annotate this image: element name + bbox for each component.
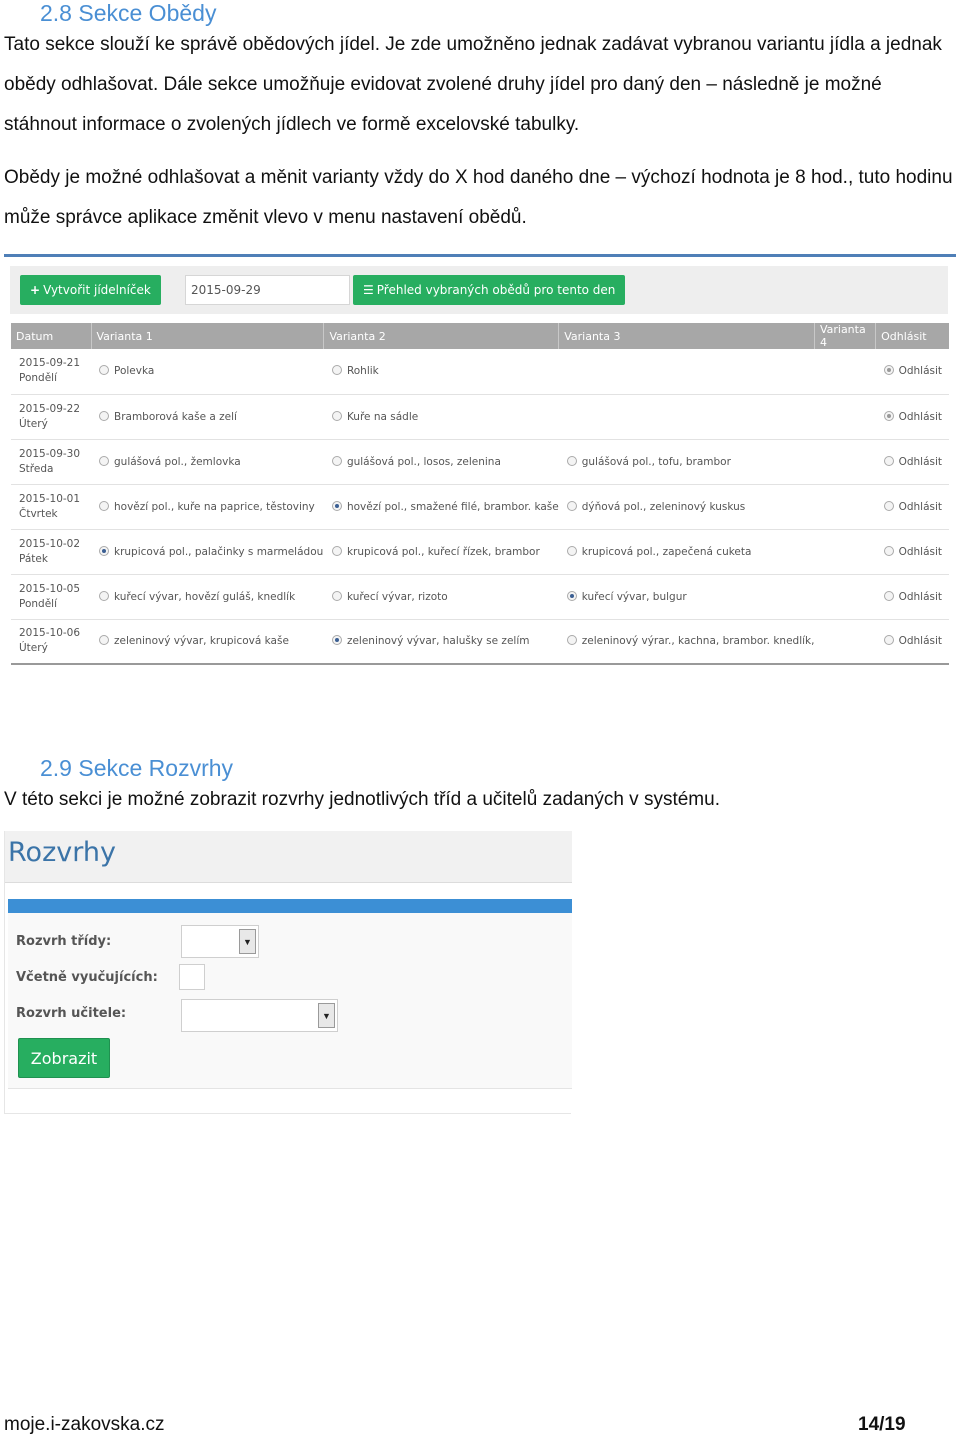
variant-cell <box>814 349 875 394</box>
row-date: 2015-10-02 <box>19 537 81 550</box>
rozvrhy-panel-bar <box>8 899 572 913</box>
table-row <box>11 394 949 439</box>
variant-cell <box>91 619 324 664</box>
chevron-down-icon: ▼ <box>318 1003 335 1028</box>
odhlasit-radio[interactable] <box>884 591 894 601</box>
odhlasit-cell <box>876 574 949 619</box>
variant-label: kuřecí vývar, hovězí guláš, knedlík <box>114 590 296 603</box>
obedy-deadline-note: Obědy je možné odhlašovat a měnit varianty vždy do X hod daného dne – výchozí hodnota je 8 hod., tuto hodinu může správce aplikace změnit vlevo v menu nastavení obědů. <box>4 167 953 228</box>
date-cell <box>11 394 91 439</box>
variant-cell <box>559 484 815 529</box>
variant-radio[interactable] <box>332 456 342 466</box>
trida-select[interactable] <box>181 925 259 958</box>
ucitel-select[interactable] <box>181 999 338 1032</box>
variant-cell <box>559 529 815 574</box>
odhlasit-radio[interactable] <box>884 546 894 556</box>
row-date: 2015-09-22 <box>19 402 81 415</box>
date-cell <box>11 349 91 394</box>
odhlasit-radio[interactable] <box>884 501 894 511</box>
odhlasit-cell <box>876 529 949 574</box>
row-day: Čtvrtek <box>19 507 58 520</box>
variant-radio[interactable] <box>99 411 109 421</box>
variant-cell <box>814 394 875 439</box>
variant-cell <box>814 574 875 619</box>
date-cell <box>11 529 91 574</box>
table-row <box>11 439 949 484</box>
variant-label: zeleninový vývar, krupicová kaše <box>114 635 289 648</box>
table-row <box>11 619 949 664</box>
variant-radio[interactable] <box>567 591 577 601</box>
obedy-description: Tato sekce slouží ke správě obědových jídel. Je zde umožněno jednak zadávat vybranou variantu jídla a jednak obědy odhlašovat. Dále sekce umožňuje evidovat zvolené druhy jídel pro daný den – následně je možné stáhnout informace o zvolených jídlech ve formě excelovské tabulky. <box>4 34 942 135</box>
label-rozvrh-ucitele: Rozvrh učitele: <box>16 1006 127 1021</box>
variant-cell <box>91 574 324 619</box>
variant-label: gulášová pol., tofu, brambor <box>581 455 731 468</box>
row-day: Pondělí <box>19 372 57 385</box>
rozvrhy-screenshot <box>4 831 571 1114</box>
odhlasit-radio[interactable] <box>884 365 894 375</box>
odhlasit-cell <box>876 394 949 439</box>
odhlasit-label: Odhlásit <box>898 545 943 558</box>
variant-radio[interactable] <box>99 365 109 375</box>
col-header-varianta3: Varianta 3 <box>559 323 815 349</box>
odhlasit-radio[interactable] <box>884 456 894 466</box>
variant-cell <box>559 619 815 664</box>
variant-radio[interactable] <box>567 635 577 645</box>
variant-cell <box>814 529 875 574</box>
variant-cell <box>559 349 815 394</box>
row-date: 2015-10-06 <box>19 627 81 640</box>
rozvrhy-header <box>5 831 572 883</box>
odhlasit-label: Odhlásit <box>898 365 943 378</box>
variant-radio[interactable] <box>332 501 342 511</box>
date-input[interactable]: 2015-09-29 <box>185 275 350 305</box>
screenshot-top-rule <box>4 254 956 257</box>
date-cell <box>11 484 91 529</box>
overview-label: Přehled vybraných obědů pro tento den <box>376 283 616 297</box>
row-day: Pátek <box>19 552 48 565</box>
variant-radio[interactable] <box>332 365 342 375</box>
obedy-toolbar <box>10 266 948 314</box>
variant-radio[interactable] <box>567 501 577 511</box>
variant-cell <box>324 529 559 574</box>
label-vcetne-vyucujicich: Včetně vyučujících: <box>16 970 158 985</box>
odhlasit-cell <box>876 619 949 664</box>
variant-cell <box>814 439 875 484</box>
variant-radio[interactable] <box>99 635 109 645</box>
variant-radio[interactable] <box>567 456 577 466</box>
create-menu-button[interactable] <box>20 275 161 305</box>
row-day: Středa <box>19 462 54 475</box>
date-cell <box>11 439 91 484</box>
variant-cell <box>324 394 559 439</box>
variant-cell <box>324 349 559 394</box>
chevron-down-icon: ▼ <box>239 929 256 954</box>
variant-cell <box>91 529 324 574</box>
variant-cell <box>559 574 815 619</box>
variant-label: gulášová pol., žemlovka <box>114 455 241 468</box>
odhlasit-label: Odhlásit <box>898 635 943 648</box>
odhlasit-cell <box>876 349 949 394</box>
odhlasit-cell <box>876 484 949 529</box>
obedy-table <box>11 323 949 665</box>
odhlasit-label: Odhlásit <box>898 410 943 423</box>
odhlasit-label: Odhlásit <box>898 500 943 513</box>
variant-label: Rohlik <box>346 365 379 378</box>
variant-radio[interactable] <box>332 635 342 645</box>
variant-label: krupicová pol., zapečená cuketa <box>581 545 752 558</box>
row-date: 2015-10-05 <box>19 582 81 595</box>
variant-label: hovězí pol., smažené filé, brambor. kaše <box>346 500 559 513</box>
row-day: Úterý <box>19 642 48 655</box>
variant-cell <box>91 394 324 439</box>
table-row <box>11 484 949 529</box>
variant-cell <box>324 439 559 484</box>
variant-cell <box>559 439 815 484</box>
variant-label: Kuře na sádle <box>346 410 419 423</box>
variant-label: gulášová pol., losos, zelenina <box>346 455 501 468</box>
variant-radio[interactable] <box>332 546 342 556</box>
row-date: 2015-09-21 <box>19 357 81 370</box>
variant-cell <box>814 619 875 664</box>
label-rozvrh-tridy: Rozvrh třídy: <box>16 934 112 949</box>
create-menu-label: Vytvořit jídelníček <box>43 283 151 297</box>
list-icon: ☰ <box>363 283 374 297</box>
row-day: Úterý <box>19 417 48 430</box>
variant-cell <box>814 484 875 529</box>
variant-cell <box>324 574 559 619</box>
variant-label: kuřecí vývar, rizoto <box>346 590 448 603</box>
variant-cell <box>324 484 559 529</box>
variant-radio[interactable] <box>99 501 109 511</box>
row-date: 2015-10-01 <box>19 492 81 505</box>
variant-label: zeleninový výrar., kachna, brambor. knedlík, <box>581 635 815 648</box>
zobrazit-button[interactable]: Zobrazit <box>18 1038 110 1078</box>
variant-radio[interactable] <box>567 546 577 556</box>
table-row <box>11 349 949 394</box>
variant-cell <box>559 394 815 439</box>
section-heading-obedy: 2.8 Sekce Obědy <box>40 0 217 26</box>
odhlasit-radio[interactable] <box>884 635 894 645</box>
section-heading-rozvrhy: 2.9 Sekce Rozvrhy <box>40 755 234 781</box>
variant-cell <box>324 619 559 664</box>
variant-label: dýňová pol., zeleninový kuskus <box>581 500 746 513</box>
odhlasit-label: Odhlásit <box>898 455 943 468</box>
variant-cell <box>91 439 324 484</box>
variant-radio[interactable] <box>332 411 342 421</box>
odhlasit-cell <box>876 439 949 484</box>
col-header-varianta4: Varianta 4 <box>814 323 875 349</box>
rozvrhy-title: Rozvrhy <box>8 837 116 868</box>
variant-label: Polevka <box>114 365 155 378</box>
row-date: 2015-09-30 <box>19 447 81 460</box>
date-cell <box>11 619 91 664</box>
col-header-datum: Datum <box>11 323 91 349</box>
rozvrhy-description: V této sekci je možné zobrazit rozvrhy jednotlivých tříd a učitelů zadaných v systému. <box>4 789 720 810</box>
variant-label: krupicová pol., kuřecí řízek, brambor <box>346 545 540 558</box>
overview-button[interactable] <box>353 275 625 305</box>
table-row <box>11 529 949 574</box>
variant-label: hovězí pol., kuře na paprice, těstoviny <box>114 500 315 513</box>
col-header-varianta2: Varianta 2 <box>324 323 559 349</box>
variant-radio[interactable] <box>99 546 109 556</box>
variant-cell <box>91 484 324 529</box>
variant-label: Bramborová kaše a zelí <box>114 410 237 423</box>
variant-label: kuřecí vývar, bulgur <box>581 590 687 603</box>
col-header-varianta1: Varianta 1 <box>91 323 324 349</box>
variant-label: krupicová pol., palačinky s marmeládou <box>114 545 324 558</box>
col-header-odhlasit: Odhlásit <box>876 323 949 349</box>
obedy-screenshot <box>4 258 956 668</box>
row-day: Pondělí <box>19 597 57 610</box>
table-header-row <box>11 323 949 349</box>
table-row <box>11 574 949 619</box>
footer-site: moje.i-zakovska.cz <box>4 1414 165 1435</box>
variant-label: zeleninový vývar, halušky se zelím <box>346 635 530 648</box>
odhlasit-radio[interactable] <box>884 411 894 421</box>
date-cell <box>11 574 91 619</box>
odhlasit-label: Odhlásit <box>898 590 943 603</box>
plus-icon: + <box>30 283 41 297</box>
variant-radio[interactable] <box>99 591 109 601</box>
variant-radio[interactable] <box>332 591 342 601</box>
footer-page-number: 14/19 <box>858 1414 906 1435</box>
variant-cell <box>91 349 324 394</box>
vcetne-vyucujicich-checkbox[interactable] <box>179 964 205 990</box>
variant-radio[interactable] <box>99 456 109 466</box>
